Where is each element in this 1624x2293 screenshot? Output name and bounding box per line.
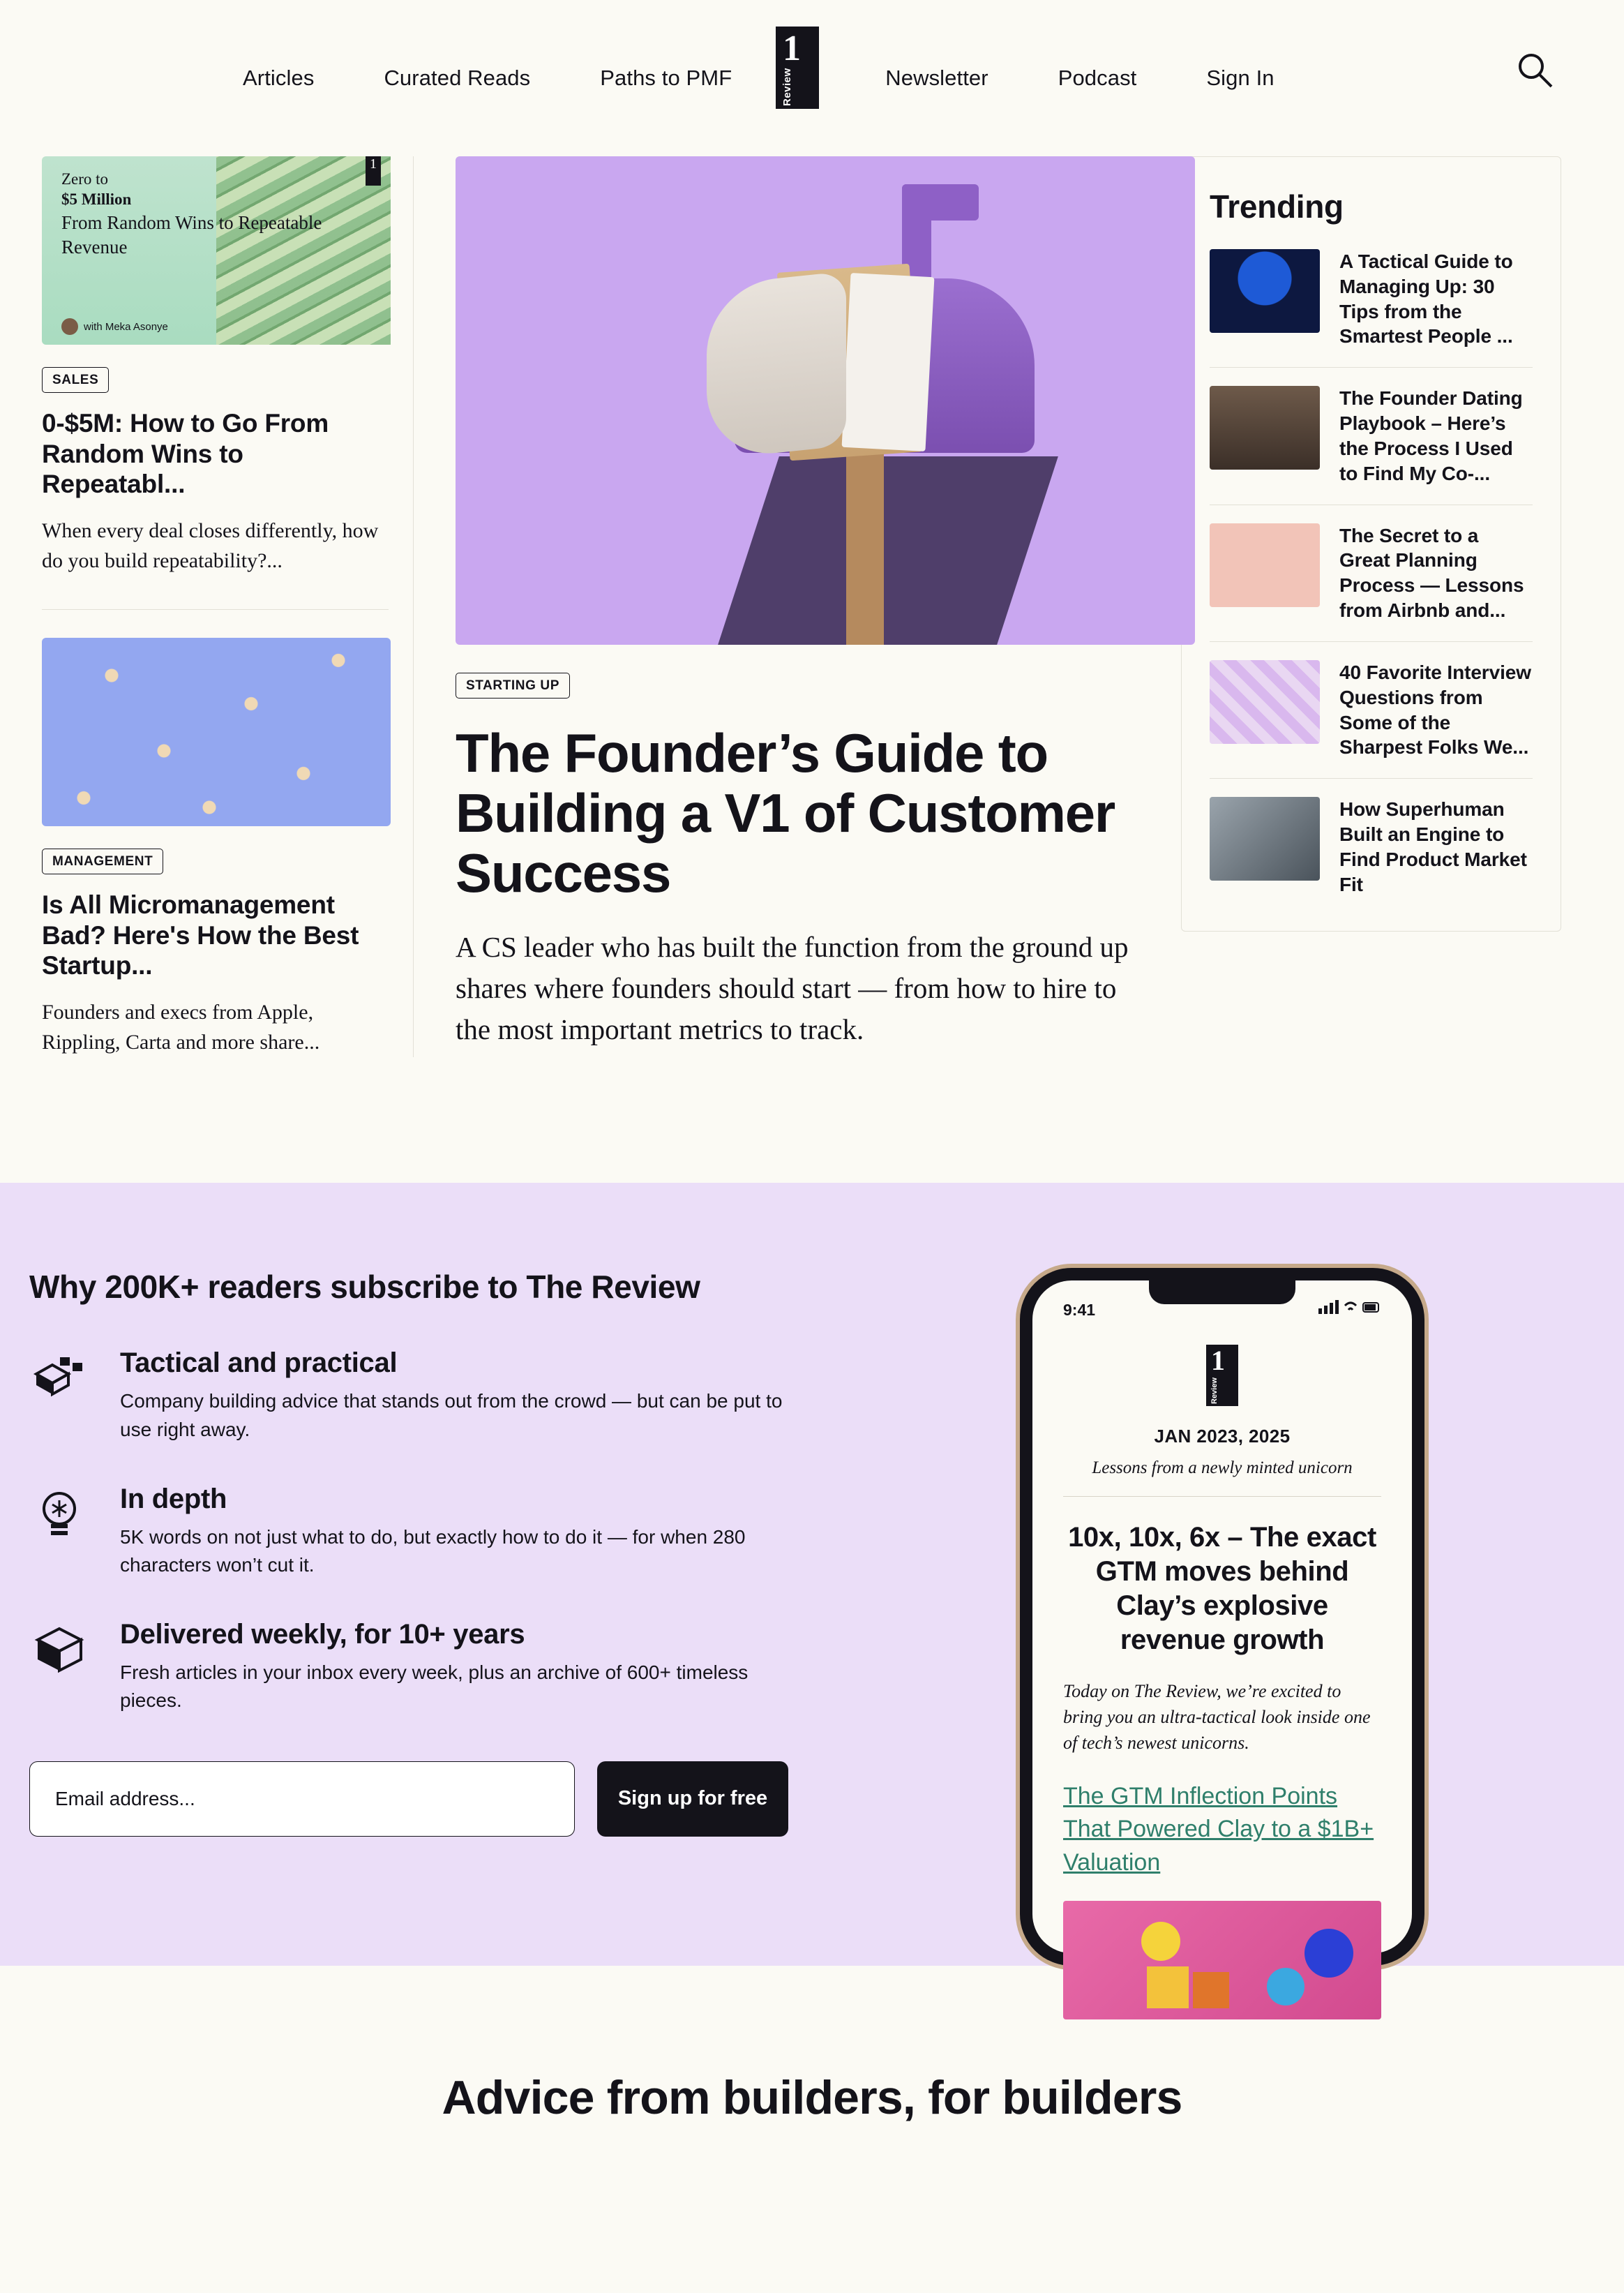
featured-article (414, 156, 1181, 1057)
nav-link-paths-to-pmf[interactable]: Paths to PMF (600, 66, 732, 90)
category-tag[interactable]: MANAGEMENT (42, 849, 163, 874)
mailbox-shadow (718, 456, 1058, 645)
thumbnail-kicker: Zero to $5 Million (61, 170, 132, 209)
nav-link-curated-reads[interactable]: Curated Reads (384, 66, 531, 90)
trending-thumbnail (1210, 523, 1320, 607)
feature-body: Fresh articles in your inbox every week, plus an archive of 600+ timeless pieces. (120, 1661, 749, 1712)
thumbnail-logo: 1 (366, 156, 381, 186)
search-icon[interactable] (1515, 50, 1554, 89)
phone-issue-date: JAN 2023, 2025 (1154, 1426, 1291, 1447)
trending-item-title[interactable]: A Tactical Guide to Managing Up: 30 Tips from the Smartest People ... (1339, 251, 1513, 348)
feature-title: Delivered weekly, for 10+ years (120, 1618, 525, 1650)
phone-time: 9:41 (1063, 1300, 1096, 1319)
phone-notch (1149, 1280, 1295, 1304)
list-item[interactable] (1210, 641, 1533, 778)
trending-thumbnail (1210, 660, 1320, 744)
mailbox-letter-white (842, 273, 935, 451)
feature-body: 5K words on not just what to do, but exactly how to do it — for when 280 characters won’t cut it. (120, 1525, 746, 1576)
email-field[interactable] (29, 1761, 575, 1837)
mailbox-mail-stack (707, 271, 846, 460)
lightbulb-icon (29, 1484, 89, 1547)
divider (42, 609, 389, 610)
logo-word: Review (781, 68, 793, 106)
article-dek: When every deal closes differently, how do you build repeatability?... (42, 518, 379, 572)
phone-issue-body: Today on The Review, we’re excited to bring you an ultra-tactical look inside one of tech’s newest unicorns. (1063, 1680, 1371, 1754)
flower-icon (1141, 1922, 1180, 1961)
article-dek: Founders and execs from Apple, Rippling, Carta and more share... (42, 1001, 320, 1054)
thumbnail-headline: From Random Wins to Repeatable Revenue (61, 212, 322, 258)
nav-link-sign-in[interactable]: Sign In (1206, 66, 1275, 90)
trending-heading: Trending (1210, 188, 1344, 225)
nav-link-newsletter[interactable]: Newsletter (885, 66, 988, 90)
article-card[interactable] (42, 156, 389, 576)
package-icon (29, 1619, 89, 1682)
site-header (0, 0, 1624, 156)
phone-status-icons (1318, 1299, 1381, 1321)
signup-button[interactable]: Sign up for free (597, 1761, 788, 1837)
trending-item-title[interactable]: How Superhuman Built an Engine to Find Product Market Fit (1339, 798, 1527, 895)
main-content (0, 156, 1624, 1057)
category-tag[interactable]: SALES (42, 367, 109, 393)
phone-issue-link[interactable]: The GTM Inflection Points That Powered Clay to a $1B+ Valuation (1063, 1782, 1374, 1876)
trending-column (1181, 156, 1561, 1057)
mailbox-post (846, 449, 884, 645)
list-item[interactable] (1210, 367, 1533, 504)
gear-icon (1267, 1968, 1305, 2006)
phone-logo-number: 1 (1211, 1345, 1225, 1377)
list-item[interactable] (1210, 246, 1533, 367)
featured-article-dek: A CS leader who has built the function from the ground up shares where founders should start — from how to hire to the most important metrics to track. (456, 931, 1129, 1045)
feature-item (29, 1484, 992, 1580)
feature-item (29, 1347, 992, 1444)
logo-number: 1 (783, 29, 801, 68)
newsletter-signup-form (29, 1761, 992, 1837)
category-tag[interactable]: STARTING UP (456, 673, 570, 699)
trending-item-title[interactable]: 40 Favorite Interview Questions from Some of the Sharpest Folks We... (1339, 661, 1531, 759)
article-card[interactable] (42, 638, 389, 1057)
list-item[interactable] (1210, 778, 1533, 915)
trending-panel (1181, 156, 1561, 932)
newsletter-heading: Why 200K+ readers subscribe to The Review (29, 1269, 700, 1306)
nav-link-articles[interactable]: Articles (243, 66, 315, 90)
newsletter-copy (29, 1268, 992, 1966)
feature-body: Company building advice that stands out from the crowd — but can be put to use right away. (120, 1390, 783, 1440)
list-item[interactable] (1210, 505, 1533, 641)
feature-title: Tactical and practical (120, 1347, 398, 1379)
trending-thumbnail (1210, 249, 1320, 333)
advice-heading: Advice from builders, for builders (442, 2071, 1182, 2125)
trending-item-title[interactable]: The Secret to a Great Planning Process — Lessons from Airbnb and... (1339, 524, 1524, 622)
featured-article-image[interactable] (456, 156, 1195, 645)
phone-logo (1206, 1345, 1238, 1406)
nav-link-podcast[interactable]: Podcast (1058, 66, 1137, 90)
article-thumbnail[interactable] (42, 638, 391, 826)
primary-nav-left (243, 66, 732, 91)
phone-preview (1020, 1268, 1424, 1966)
primary-nav-right (885, 66, 1274, 91)
feature-item (29, 1619, 992, 1715)
block-shape (1147, 1966, 1189, 2008)
thumbnail-byline: with Meka Asonye (61, 318, 168, 335)
article-title[interactable]: 0-$5M: How to Go From Random Wins to Repeatabl... (42, 409, 329, 499)
phone-issue-headline: 10x, 10x, 6x – The exact GTM moves behind Clay’s explosive revenue growth (1068, 1522, 1376, 1655)
trending-thumbnail (1210, 797, 1320, 881)
phone-issue-image (1063, 1901, 1381, 2019)
trending-item-title[interactable]: The Founder Dating Playbook – Here’s the Process I Used to Find My Co-... (1339, 387, 1523, 484)
site-logo[interactable] (776, 27, 819, 109)
article-title[interactable]: Is All Micromanagement Bad? Here's How the Best Startup... (42, 890, 359, 980)
phone-frame (1020, 1268, 1424, 1966)
feature-title: In depth (120, 1483, 227, 1514)
blocks-icon (29, 1347, 89, 1411)
divider (1063, 1496, 1381, 1497)
phone-logo-word: Review (1210, 1377, 1219, 1405)
featured-article-title[interactable]: The Founder’s Guide to Building a V1 of Customer Success (456, 722, 1115, 904)
trending-thumbnail (1210, 386, 1320, 470)
secondary-articles-column (42, 156, 414, 1057)
gear-icon (1305, 1929, 1353, 1978)
newsletter-section (0, 1183, 1624, 1966)
block-shape (1193, 1972, 1229, 2008)
article-thumbnail[interactable] (42, 156, 391, 345)
phone-issue-subtitle: Lessons from a newly minted unicorn (1092, 1458, 1353, 1478)
avatar (61, 318, 78, 335)
